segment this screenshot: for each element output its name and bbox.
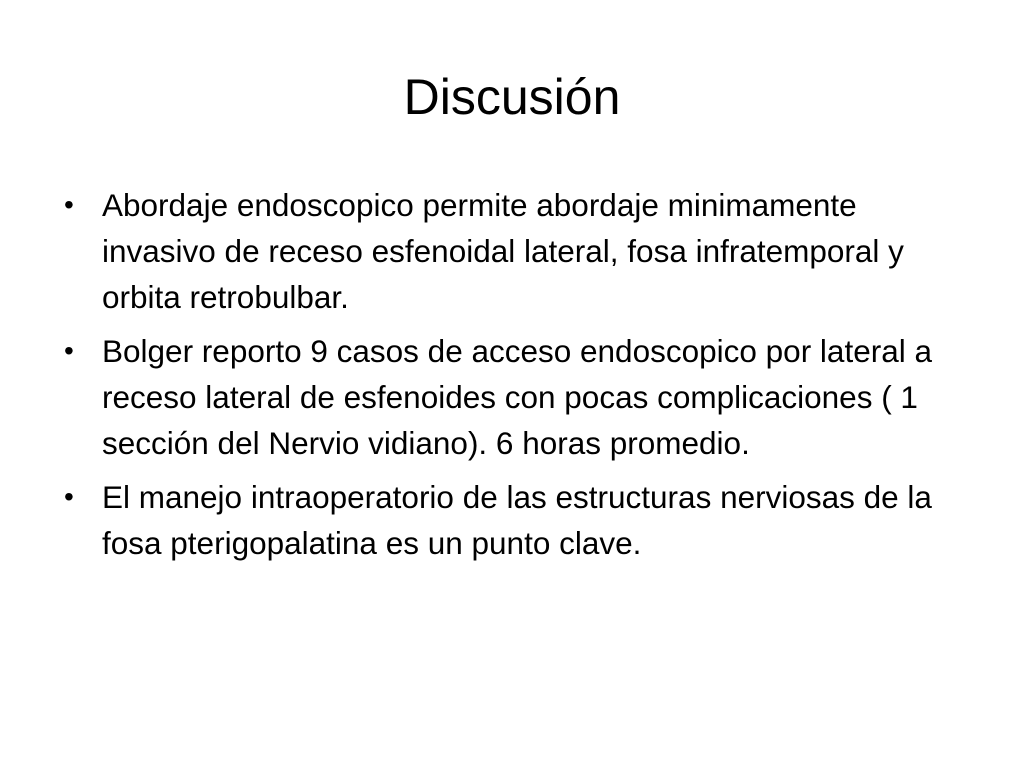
bullet-text: El manejo intraoperatorio de las estructuras nerviosas de la fosa pterigopalatina es un punto clave. [102,479,932,561]
bullet-icon: • [64,481,74,512]
slide-title: Discusión [403,69,621,125]
bullet-text: Abordaje endoscopico permite abordaje minimamente invasivo de receso esfenoidal lateral, fosa infratemporal y orbita retrobulbar. [102,187,904,315]
bullet-item-bolger-cases [56,328,956,466]
bullet-item-endoscopic-approach [56,182,956,320]
bullet-list [56,182,956,574]
bullet-icon: • [64,335,74,366]
bullet-item-nerve-management [56,474,956,566]
bullet-text: Bolger reporto 9 casos de acceso endoscopico por lateral a receso lateral de esfenoides con pocas complicaciones ( 1 sección del Nervio vidiano). 6 horas promedio. [102,333,932,461]
bullet-icon: • [64,189,74,220]
